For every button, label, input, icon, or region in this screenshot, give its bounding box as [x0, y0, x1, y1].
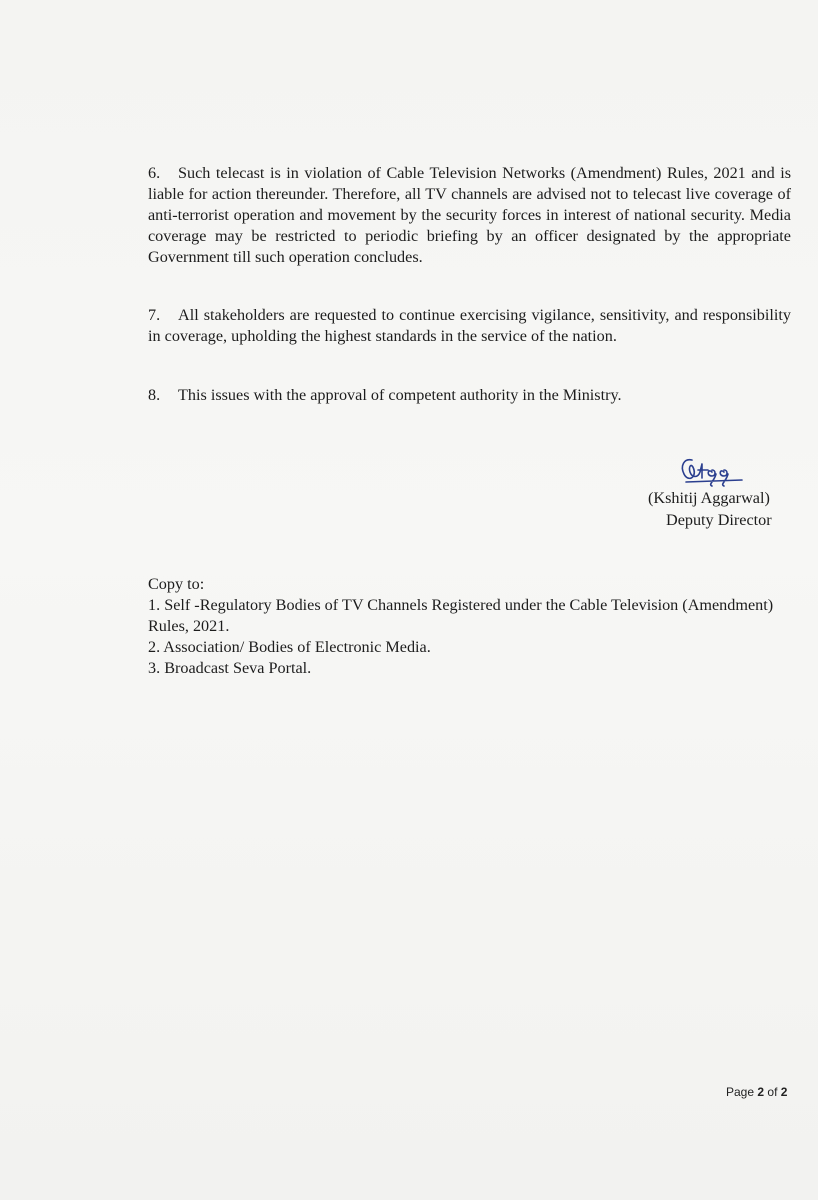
handwritten-signature — [678, 452, 758, 488]
copy-to-item: 2. Association/ Bodies of Electronic Media. — [148, 638, 431, 656]
paragraph-number: 7. — [148, 306, 161, 324]
copy-to-item: 3. Broadcast Seva Portal. — [148, 659, 312, 677]
paragraph-text: This issues with the approval of competent authority in the Ministry. — [178, 386, 622, 404]
paragraph-text: Such telecast is in violation of Cable Television Networks (Amendment) Rules, 2021 and is liable for action thereunder. Therefore, all TV channels are advised not to telecast live coverage of anti-terrorist operation and movement by the security forces in interest of national security. Media coverage may be restricted to periodic briefing by an officer designated by the appropriate Government till such operation concludes. — [148, 164, 791, 266]
paragraph-7 — [148, 305, 791, 347]
copy-to-heading: Copy to: — [148, 575, 205, 593]
paragraph-8 — [148, 385, 791, 406]
page-number-footer — [726, 1085, 787, 1099]
paragraph-number: 8. — [148, 386, 161, 404]
page-current: 2 — [757, 1085, 765, 1099]
paragraph-6 — [148, 163, 791, 268]
page-of-label: of — [767, 1085, 778, 1099]
paragraph-text: All stakeholders are requested to continue exercising vigilance, sensitivity, and responsibility in coverage, upholding the highest standards in the service of the nation. — [148, 306, 791, 345]
copy-to-section — [148, 574, 791, 679]
copy-to-item: 1. Self -Regulatory Bodies of TV Channels Registered under the Cable Television (Amendment) Rules, 2021. — [148, 596, 774, 635]
page-label: Page — [726, 1085, 755, 1099]
page-total: 2 — [780, 1085, 788, 1099]
signatory-designation: Deputy Director — [666, 511, 772, 529]
paragraph-number: 6. — [148, 164, 161, 182]
signatory-name: (Kshitij Aggarwal) — [648, 489, 770, 507]
